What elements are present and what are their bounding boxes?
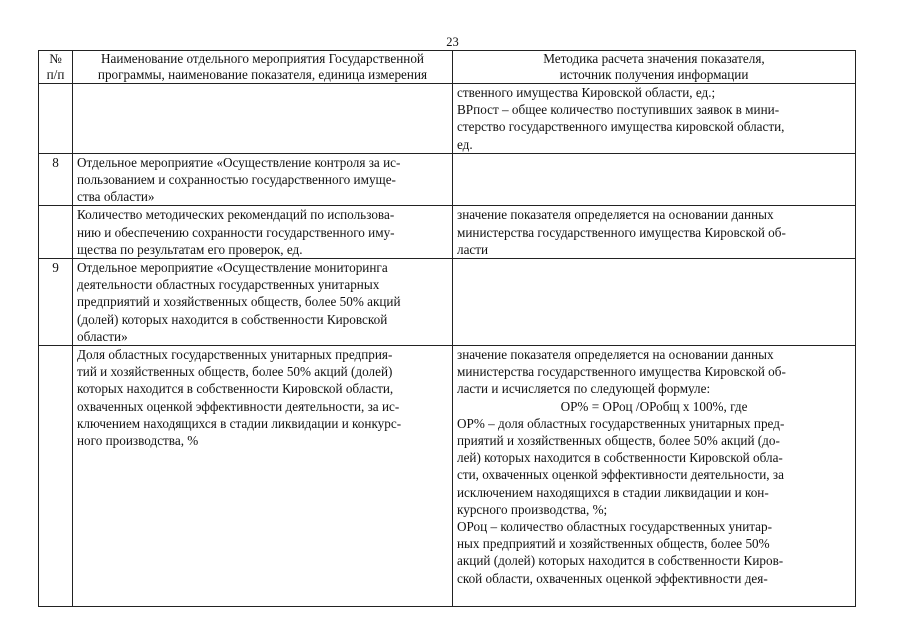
header-number-cell: № п/п [39, 51, 73, 84]
table-row [39, 346, 856, 607]
table-row [39, 206, 856, 259]
row-name-cell [73, 84, 453, 154]
formula: ОР% = ОРоц /ОРобщ х 100%, где [560, 398, 748, 414]
row-name-cell: Отдельное мероприятие «Осуществление мониторинга деятельности областных государственных унитарных предприятий и хозяйственных обществ, более 50% акций (долей) которых находится в собственности Кировской области» [73, 259, 453, 346]
row-number-cell [39, 84, 73, 154]
row-number-cell: 8 [39, 153, 73, 206]
header-name-cell: Наименование отдельного мероприятия Государственной программы, наименование показателя, единица измерения [73, 51, 453, 84]
table-row [39, 259, 856, 346]
row-method-cell [453, 153, 856, 206]
row-number-cell: 9 [39, 259, 73, 346]
row-number-cell [39, 346, 73, 607]
row-method-cell: значение показателя определяется на основании данных министерства государственного имущества Кировской об- ласти и исчисляется по следующей формуле: ОР% = ОРоц /ОРобщ х 100%, где ОР% – доля областных государственных унитарных пред- приятий и хозяйственных обществ, более 50% акций (до- лей) которых находится в собственности Кировской обла- сти, охваченных оценкой эффективности деятельности, за исключением находящихся в стадии ликвидации и кон- курсного производства, %; ОРоц – количество областных государственных унитар- ных предприятий и хозяйственных обществ, более 50% акций (долей) которых находится в собственности Киров- ской области, охваченных оценкой эффективности дея- [453, 346, 856, 607]
indicator-table [38, 50, 856, 607]
row-method-cell [453, 259, 856, 346]
row-name-cell: Отдельное мероприятие «Осуществление контроля за ис- пользованием и сохранностью государственного имуще- ства области» [73, 153, 453, 206]
row-method-cell: значение показателя определяется на основании данных министерства государственного имущества Кировской об- ласти [453, 206, 856, 259]
row-number-cell [39, 206, 73, 259]
row-method-cell: ственного имущества Кировской области, ед.; ВРпост – общее количество поступивших заявок в мини- стерство государственного имущества кировской области, ед. [453, 84, 856, 154]
table-row [39, 153, 856, 206]
row-name-cell: Доля областных государственных унитарных предприя- тий и хозяйственных обществ, более 50% акций (долей) которых находится в собственности Кировской области, охваченных оценкой эффективности деятельности, за ис- ключением находящихся в стадии ликвидации и конкурс- ного производства, % [73, 346, 453, 607]
row-name-cell: Количество методических рекомендаций по использова- нию и обеспечению сохранности государственного иму- щества по результатам его проверок, ед. [73, 206, 453, 259]
table-header-row [39, 51, 856, 84]
header-method-cell: Методика расчета значения показателя, источник получения информации [453, 51, 856, 84]
table-row [39, 84, 856, 154]
page-number: 23 [446, 35, 459, 49]
